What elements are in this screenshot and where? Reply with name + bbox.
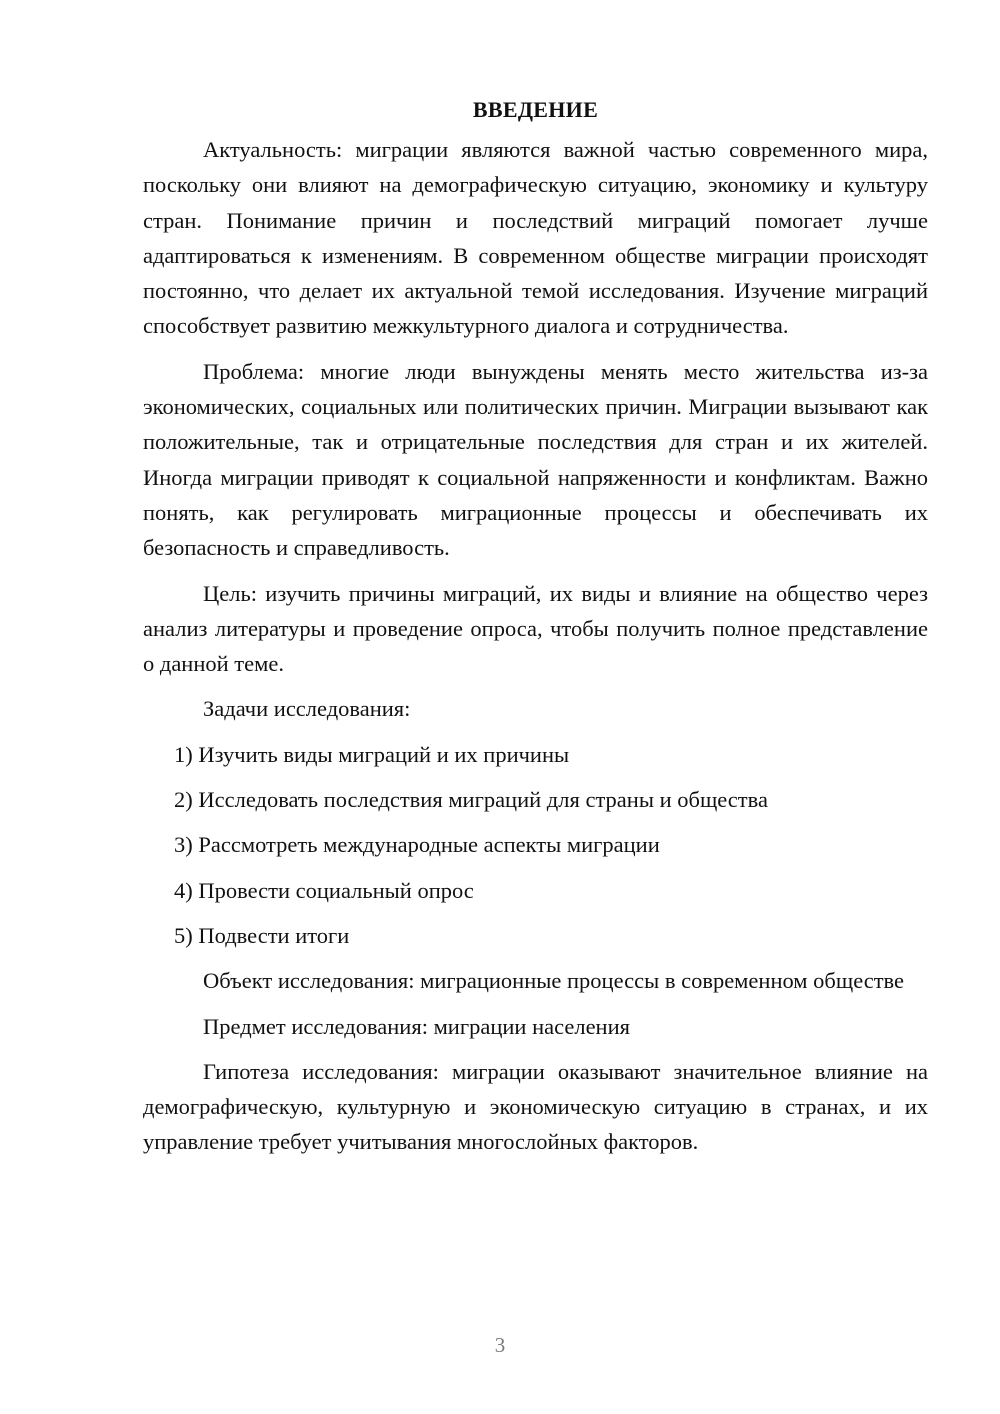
list-item: 2) Исследовать последствия миграций для страны и общества: [174, 787, 768, 813]
document-page: [143, 92, 928, 1170]
tasks-list: [143, 737, 928, 953]
object-paragraph: Объект исследования: миграционные процессы в современном обществе: [203, 968, 905, 994]
tasks-heading: Задачи исследования:: [203, 696, 411, 722]
page-number: 3: [494, 1333, 506, 1357]
list-item: 1) Изучить виды миграций и их причины: [174, 741, 570, 767]
hypothesis-paragraph: Гипотеза исследования: миграции оказывают значительное влияние на демографическую, культурную и экономическую ситуацию в странах, и их управление требует учитывания многослойных факторов.: [143, 1058, 928, 1155]
relevance-paragraph: Актуальность: миграции являются важной частью современного мира, поскольку они влияют на демографическую ситуацию, экономику и культуру стран. Понимание причин и последствий миграций помогает лучше адаптироваться к изменениям. В современном обществе миграции происходят постоянно, что делает их актуальной темой исследования. Изучение миграций способствует развитию межкультурного диалога и сотрудничества.: [143, 137, 928, 339]
goal-paragraph: Цель: изучить причины миграций, их виды и влияние на общество через анализ литературы и проведение опроса, чтобы получить полное представление о данной теме.: [143, 580, 928, 677]
list-item: 3) Рассмотреть международные аспекты миграции: [174, 832, 660, 858]
subject-paragraph: Предмет исследования: миграции населения: [203, 1013, 630, 1039]
page-title: ВВЕДЕНИЕ: [472, 97, 599, 122]
list-item: 5) Подвести итоги: [174, 922, 350, 948]
list-item: 4) Провести социальный опрос: [174, 877, 474, 903]
problem-paragraph: Проблема: многие люди вынуждены менять место жительства из-за экономических, социальных или политических причин. Миграции вызывают как положительные, так и отрицательные последствия для стран и их жителей. Иногда миграции приводят к социальной напряженности и конфликтам. Важно понять, как регулировать миграционные процессы и обеспечивать их безопасность и справедливость.: [143, 358, 928, 561]
